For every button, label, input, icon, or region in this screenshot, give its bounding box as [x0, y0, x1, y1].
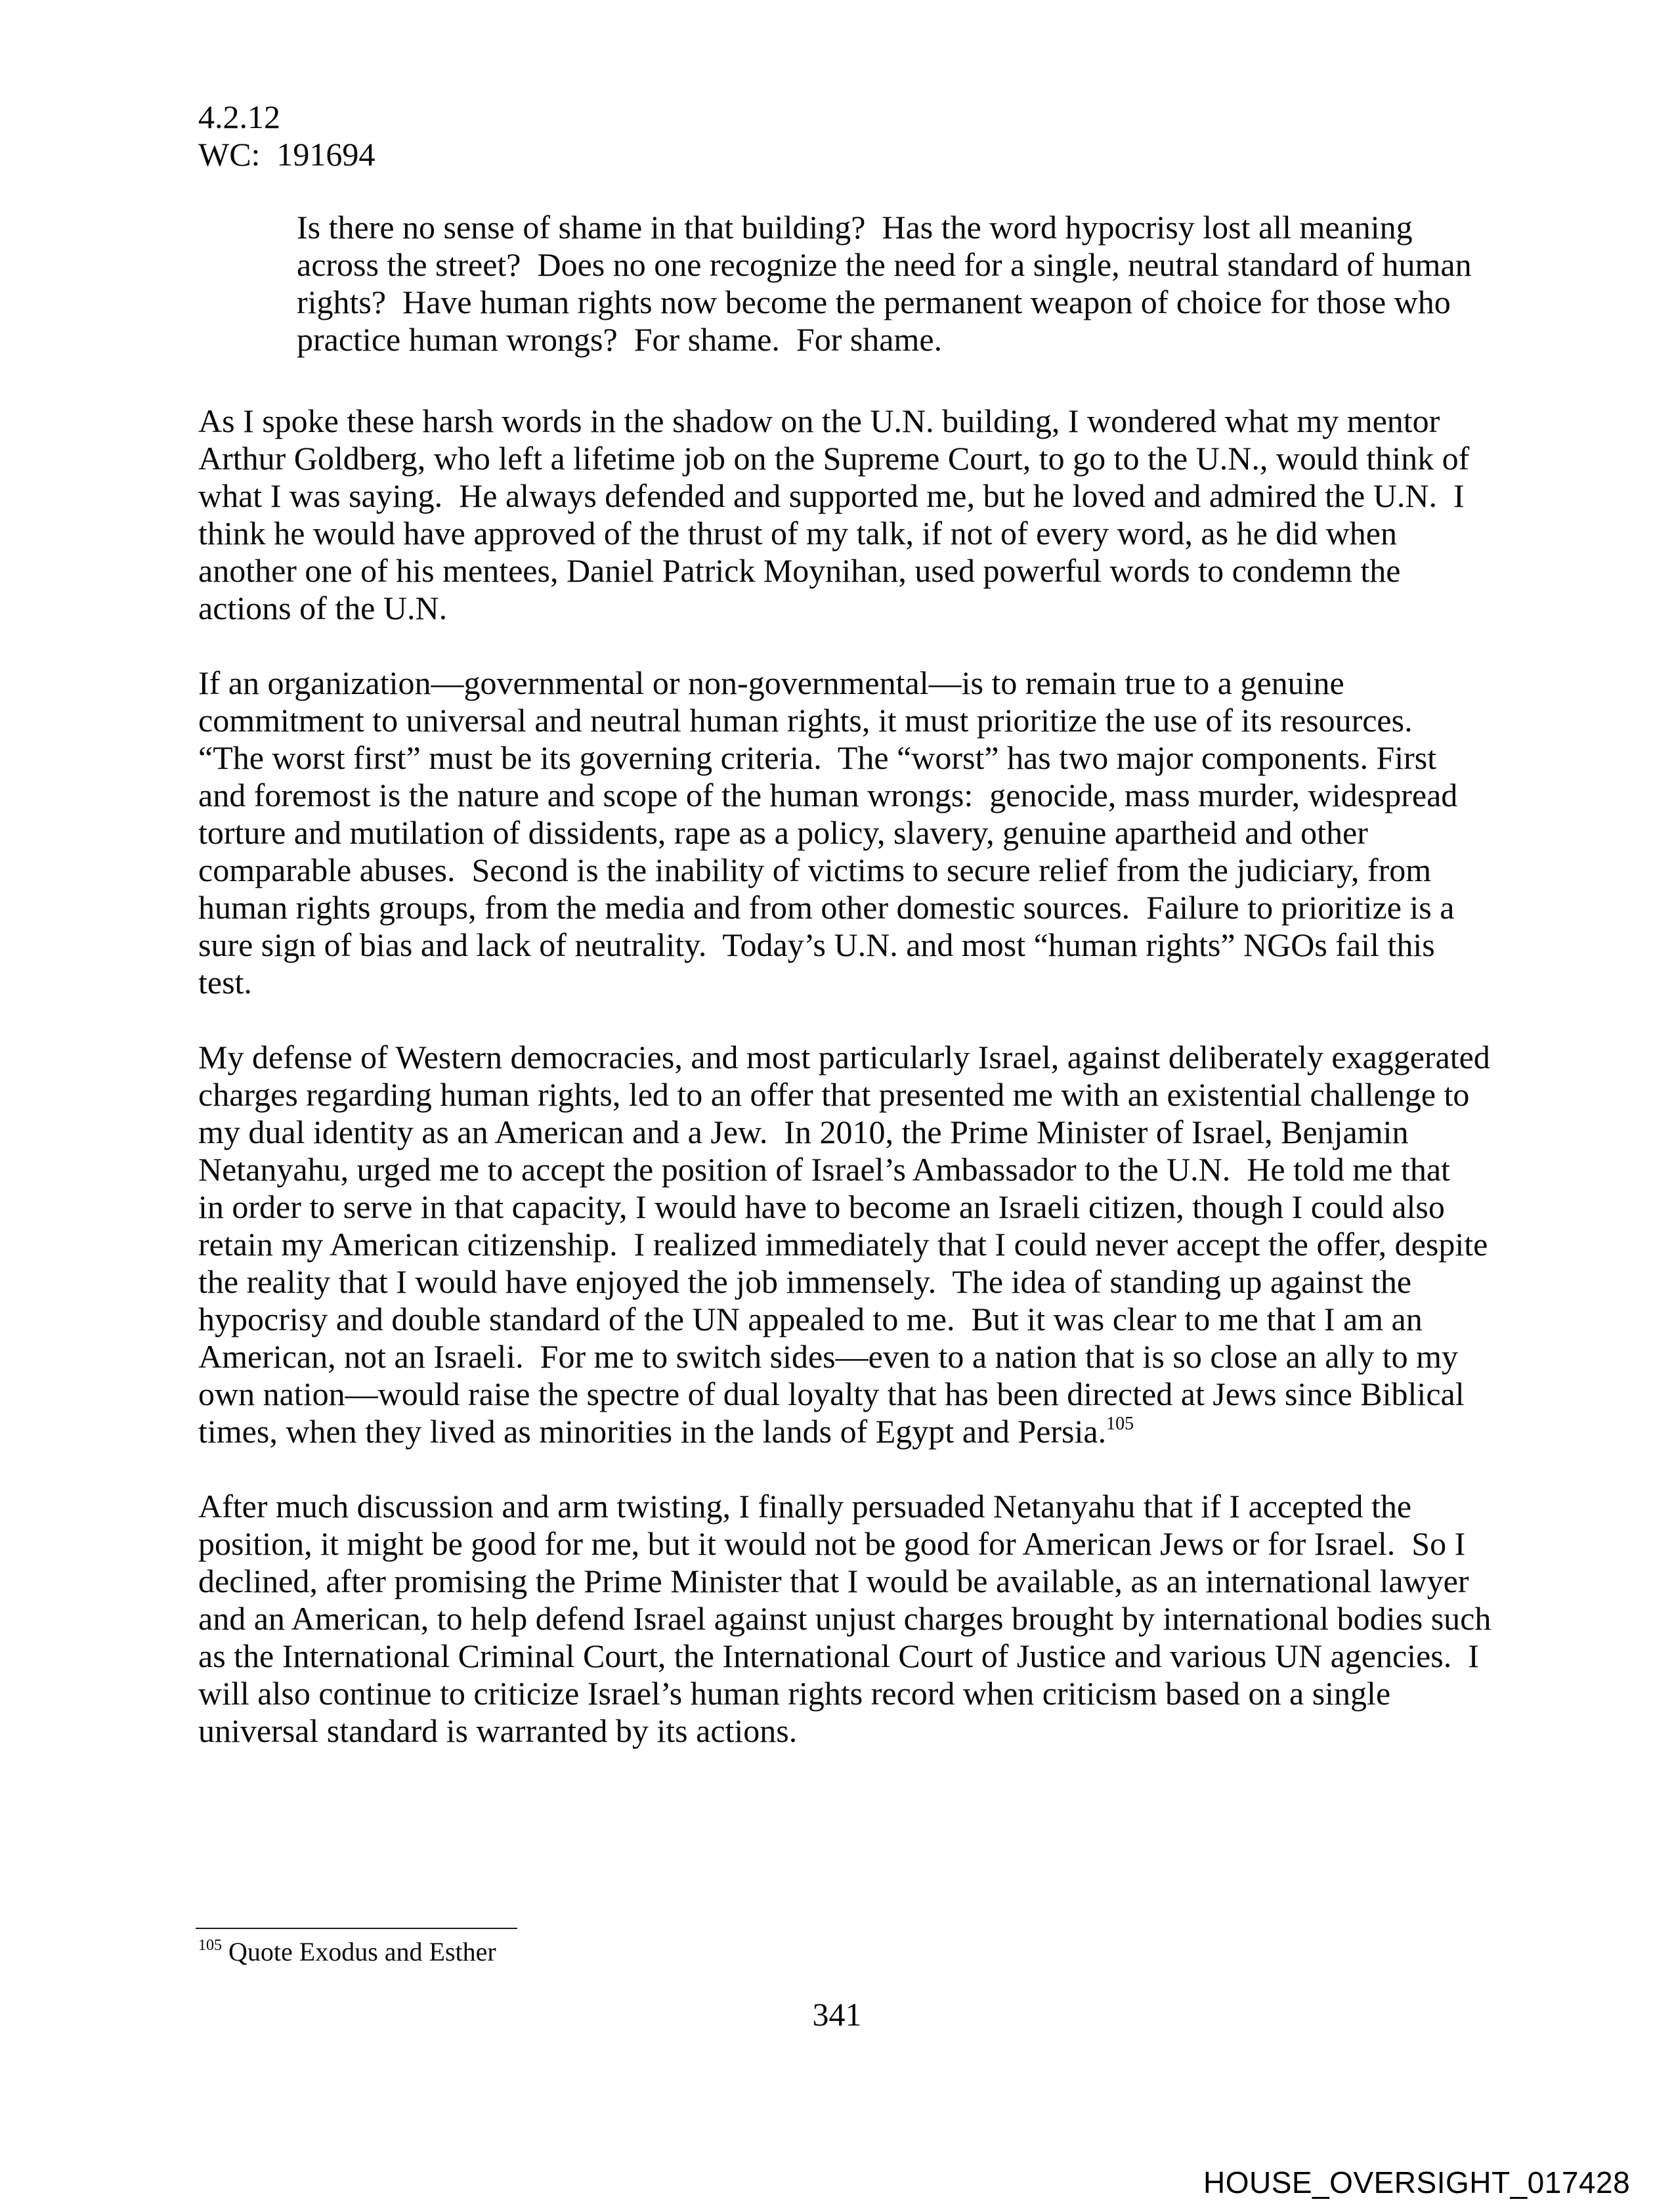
paragraph-line: Arthur Goldberg, who left a lifetime job on the Supreme Court, to go to the U.N., would think of [198, 440, 1470, 477]
paragraph-line: another one of his mentees, Daniel Patrick Moynihan, used powerful words to condemn the [198, 552, 1401, 589]
header-date: 4.2.12 [198, 98, 280, 135]
document-header [198, 98, 375, 173]
paragraph-line: declined, after promising the Prime Minister that I would be available, as an international lawyer [198, 1563, 1469, 1599]
paragraph-line: and an American, to help defend Israel against unjust charges brought by international bodies such [198, 1600, 1492, 1637]
paragraph-line: hypocrisy and double standard of the UN appealed to me. But it was clear to me that I am an [198, 1301, 1423, 1337]
header-word-count: WC: 191694 [198, 136, 376, 173]
paragraph-line: Netanyahu, urged me to accept the position of Israel’s Ambassador to the U.N. He told me that [198, 1151, 1450, 1188]
paragraph-line: human rights groups, from the media and from other domestic sources. Failure to prioritize is a [198, 889, 1455, 926]
paragraph-4 [198, 1488, 1491, 1750]
paragraph-line: will also continue to criticize Israel’s human rights record when criticism based on a single [198, 1675, 1391, 1712]
paragraph-line: If an organization—governmental or non-governmental—is to remain true to a genuine [198, 664, 1344, 701]
paragraph-line: and foremost is the nature and scope of the human wrongs: genocide, mass murder, widespread [198, 777, 1458, 813]
paragraph-2 [198, 664, 1457, 1001]
paragraph-line: sure sign of bias and lack of neutrality. Today’s U.N. and most “human rights” NGOs fail this [198, 926, 1435, 963]
paragraph-line: think he would have approved of the thrust of my talk, if not of every word, as he did when [198, 515, 1397, 552]
footnote-number: 105 [198, 1937, 222, 1954]
paragraph-line: “The worst first” must be its governing criteria. The “worst” has two major components. First [198, 739, 1437, 776]
paragraph-line: retain my American citizenship. I realized immediately that I could never accept the offer, despite [198, 1226, 1488, 1263]
paragraph-line-with-footnote [198, 1413, 1490, 1450]
block-quote [297, 209, 1472, 358]
footnote-reference[interactable]: 105 [1106, 1414, 1134, 1434]
page-number: 341 [812, 1996, 862, 2033]
paragraph-line: torture and mutilation of dissidents, rape as a policy, slavery, genuine apartheid and other [198, 814, 1368, 851]
paragraph-line: As I spoke these harsh words in the shadow on the U.N. building, I wondered what my mentor [198, 402, 1440, 439]
footnote-separator [196, 1928, 517, 1929]
paragraph-line: position, it might be good for me, but it would not be good for American Jews or for Israel. So I [198, 1525, 1466, 1562]
paragraph-line-text: times, when they lived as minorities in the lands of Egypt and Persia. [198, 1413, 1107, 1450]
paragraph-line: in order to serve in that capacity, I would have to become an Israeli citizen, though I could also [198, 1188, 1445, 1225]
footnote-105 [198, 1937, 496, 1967]
paragraph-line: American, not an Israeli. For me to switch sides—even to a nation that is so close an ally to my [198, 1338, 1459, 1375]
paragraph-line: own nation—would raise the spectre of dual loyalty that has been directed at Jews since Biblical [198, 1376, 1465, 1412]
paragraph-line: the reality that I would have enjoyed the job immensely. The idea of standing up against the [198, 1263, 1412, 1300]
paragraph-line: test. [198, 964, 252, 1001]
quote-line: rights? Have human rights now become the permanent weapon of choice for those who [297, 284, 1451, 320]
paragraph-line: what I was saying. He always defended and supported me, but he loved and admired the U.N. I [198, 477, 1465, 514]
paragraph-line: actions of the U.N. [198, 590, 448, 626]
paragraph-line: commitment to universal and neutral human rights, it must prioritize the use of its resources. [198, 702, 1413, 739]
bates-stamp: HOUSE_OVERSIGHT_017428 [1203, 2165, 1631, 2200]
paragraph-line: charges regarding human rights, led to an offer that presented me with an existential challenge to [198, 1076, 1470, 1113]
quote-line: across the street? Does no one recognize the need for a single, neutral standard of human [297, 246, 1472, 283]
paragraph-line: as the International Criminal Court, the International Court of Justice and various UN agencies. I [198, 1637, 1479, 1674]
paragraph-1 [198, 402, 1469, 627]
quote-line: practice human wrongs? For shame. For shame. [297, 321, 943, 358]
quote-line: Is there no sense of shame in that building? Has the word hypocrisy lost all meaning [297, 209, 1413, 246]
paragraph-line: comparable abuses. Second is the inability of victims to secure relief from the judiciary, from [198, 852, 1432, 888]
paragraph-line: universal standard is warranted by its actions. [198, 1712, 798, 1749]
footnote-text: Quote Exodus and Esther [222, 1937, 496, 1966]
paragraph-line: My defense of Western democracies, and most particularly Israel, against deliberately exaggerated [198, 1039, 1490, 1075]
paragraph-line: my dual identity as an American and a Jew. In 2010, the Prime Minister of Israel, Benjamin [198, 1114, 1409, 1150]
paragraph-3 [198, 1039, 1490, 1450]
paragraph-line: After much discussion and arm twisting, I finally persuaded Netanyahu that if I accepted the [198, 1488, 1412, 1525]
